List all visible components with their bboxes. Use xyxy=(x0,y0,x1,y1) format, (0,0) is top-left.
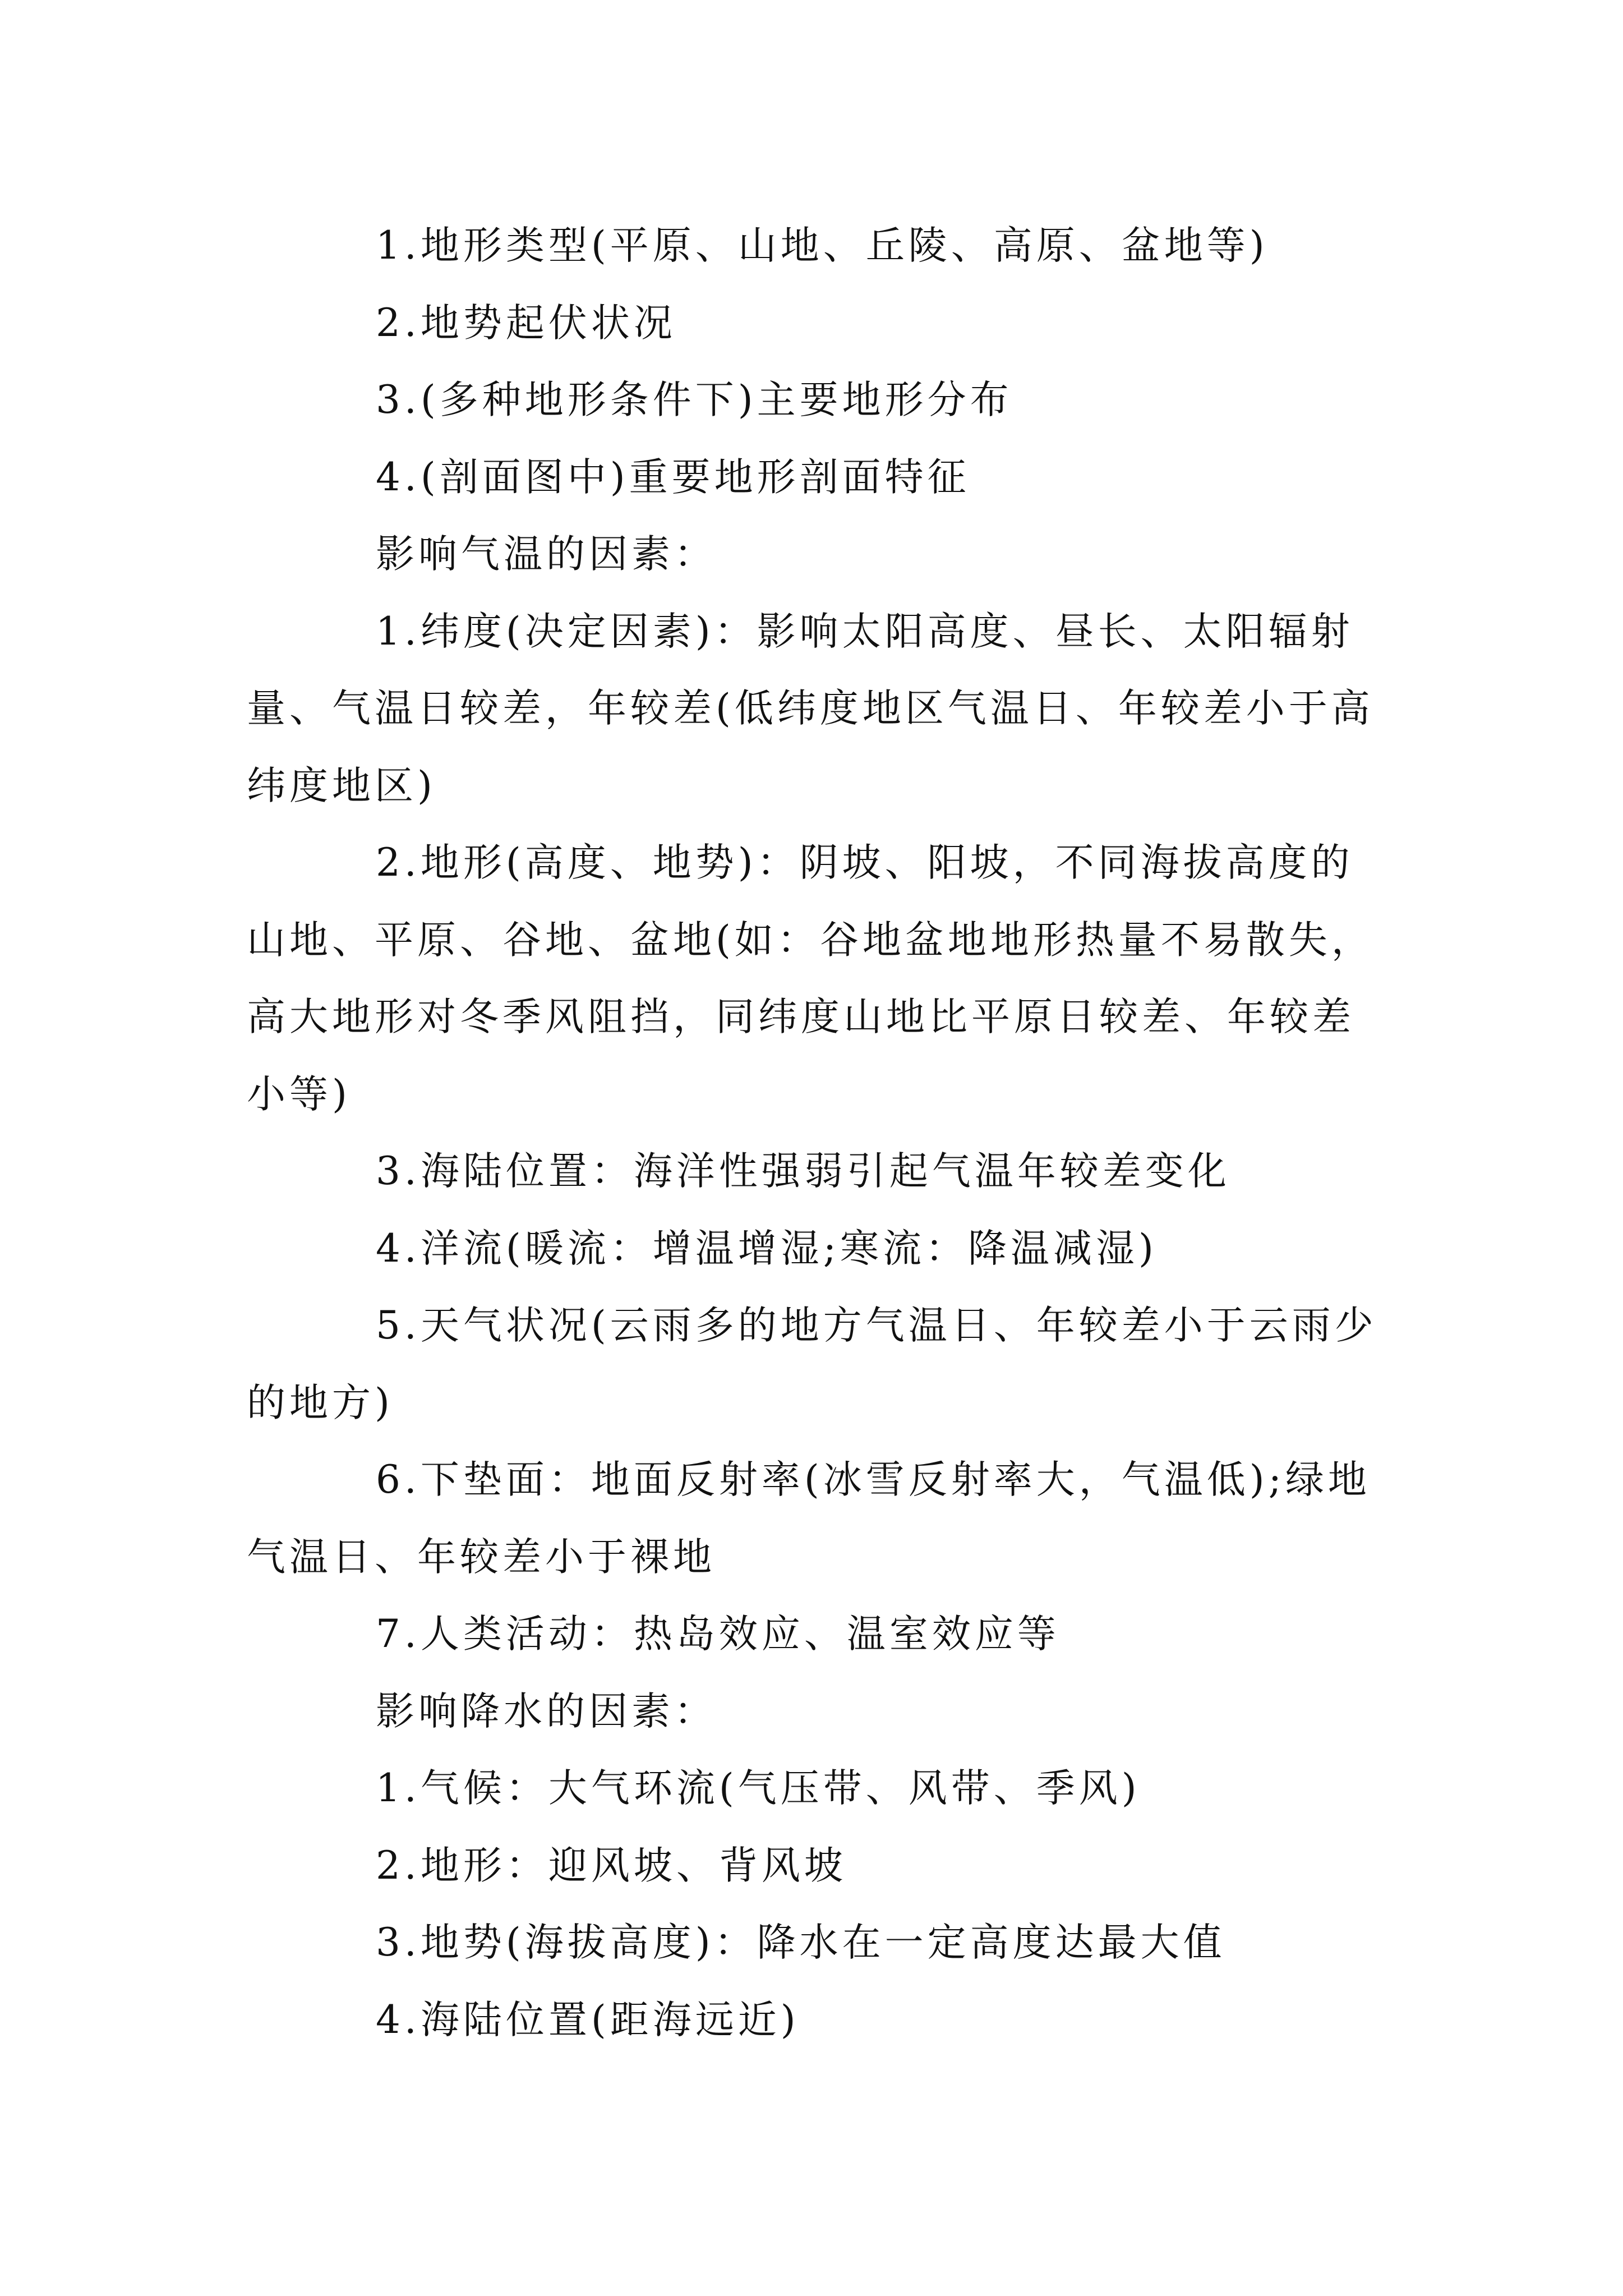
heading-temperature-factors: 影响气温的因素： xyxy=(376,532,717,577)
paragraph-precipitation-climate: 1.气候：大气环流(气压带、风带、季风) xyxy=(376,1766,1141,1811)
paragraph-temperature-surface: 6.下垫面：地面反射率(冰雪反射率大，气温低);绿地气温日、年较差小于裸地 xyxy=(247,1457,1371,1580)
paragraph-temperature-currents: 4.洋流(暖流：增温增湿;寒流：降温减湿) xyxy=(376,1226,1158,1271)
paragraph-terrain-type: 1.地形类型(平原、山地、丘陵、高原、盆地等) xyxy=(376,223,1269,268)
paragraph-temperature-latitude: 1.纬度(决定因素)：影响太阳高度、昼长、太阳辐射量、气温日较差，年较差(低纬度地区气温日、年较差小于高纬度地区) xyxy=(247,609,1374,808)
paragraph-temperature-weather: 5.天气状况(云雨多的地方气温日、年较差小于云雨少的地方) xyxy=(247,1303,1377,1425)
paragraph-temperature-terrain: 2.地形(高度、地势)：阴坡、阳坡，不同海拔高度的山地、平原、谷地、盆地(如：谷地盆地地形热量不易散失，高大地形对冬季风阻挡，同纬度山地比平原日较差、年较差小等) xyxy=(247,840,1374,1117)
paragraph-precipitation-terrain: 2.地形：迎风坡、背风坡 xyxy=(376,1843,847,1888)
paragraph-temperature-human: 7.人类活动：热岛效应、温室效应等 xyxy=(376,1612,1060,1657)
document-body xyxy=(247,208,1391,2059)
paragraph-precipitation-altitude: 3.地势(海拔高度)：降水在一定高度达最大值 xyxy=(376,1920,1226,1965)
paragraph-terrain-relief: 2.地势起伏状况 xyxy=(376,300,676,346)
heading-precipitation-factors: 影响降水的因素： xyxy=(376,1688,717,1734)
paragraph-temperature-land-sea: 3.海陆位置：海洋性强弱引起气温年较差变化 xyxy=(376,1149,1230,1194)
paragraph-terrain-distribution: 3.(多种地形条件下)主要地形分布 xyxy=(376,378,1013,422)
paragraph-precipitation-land-sea: 4.海陆位置(距海远近) xyxy=(376,1997,800,2042)
paragraph-terrain-profile: 4.(剖面图中)重要地形剖面特征 xyxy=(376,454,970,500)
